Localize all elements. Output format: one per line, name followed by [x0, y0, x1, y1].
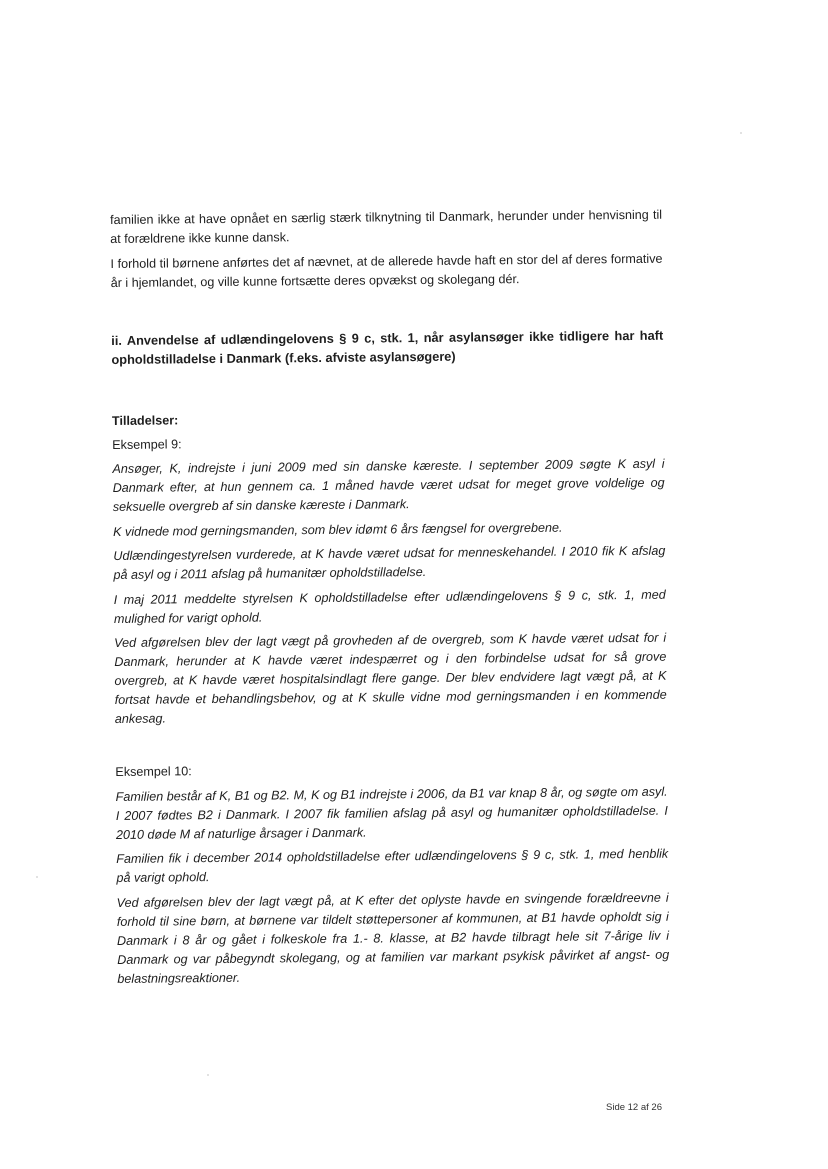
example-9-paragraph-5: Ved afgørelsen blev der lagt vægt på grovheden af de overgreb, som K havde været udsat for i Danmark, herunder at K havde været indespærret og i den forbindelse udsat for så grove overgreb, at K havde været hospitalsindlagt flere gange. Der blev endvidere lagt vægt på, at K fortsat havde et behandlingsbehov, og at K skulle vidne mod gerningsmanden i en kommende ankesag. — [114, 630, 667, 726]
scan-speck — [207, 1074, 209, 1076]
intro-paragraph-1: familien ikke at have opnået en særlig stærk tilknytning til Danmark, herunder under henvisning til at forældrene ikke kunne dansk. — [110, 207, 663, 246]
scan-speck — [740, 132, 742, 134]
example-9-paragraph-1: Ansøger, K, indrejste i juni 2009 med sin danske kæreste. I september 2009 søgte K asyl i Danmark efter, at hun gennem ca. 1 måned havde været udsat for meget grove voldelige og seksuelle overgreb af sin danske kæreste i Danmark. — [112, 456, 665, 514]
page-body — [110, 206, 669, 994]
example-9 — [112, 430, 667, 729]
example-10 — [115, 758, 669, 989]
example-9-label: Eksempel 9: — [112, 436, 182, 452]
example-9-paragraph-2: K vidnede mod gerningsmanden, som blev idømt 6 års fængsel for overgrebene. — [113, 520, 563, 539]
example-9-paragraph-3: Udlændingestyrelsen vurderede, at K havde været udsat for menneskehandel. I 2010 fik K afslag på asyl og i 2011 afslag på humanitær opholdstilladelse. — [113, 543, 666, 582]
example-9-paragraph-4: I maj 2011 meddelte styrelsen K opholdstilladelse efter udlændingelovens § 9 c, stk. 1, med mulighed for varigt ophold. — [113, 587, 666, 626]
intro-paragraph-2: I forhold til børnene anførtes det af nævnet, at de allerede havde haft en stor del af deres formative år i hjemlandet, og ville kunne fortsætte deres opvækst og skolegang dér. — [110, 251, 663, 290]
example-10-paragraph-3: Ved afgørelsen blev der lagt vægt på, at K efter det oplyste havde en svingende forældreevne i forhold til sine børn, at børnene var tildelt støttepersoner af kommunen, at B1 havde opholdt sig i Danmark i 8 år og gået i folkeskole fra 1.- 8. klasse, at B2 havde tilbragt hele sit 7-årige liv i Danmark og var påbegyndt skolegang, og at familien var markant psykisk påvirket af angst- og belastningsreaktioner. — [116, 890, 670, 986]
example-10-paragraph-1: Familien består af K, B1 og B2. M, K og B1 indrejste i 2006, da B1 var knap 8 år, og søgte om asyl. I 2007 fødtes B2 i Danmark. I 2007 fik familien afslag på asyl og humanitær opholdstilladelse. I 2010 døde M af naturlige årsager i Danmark. — [115, 784, 668, 842]
example-10-paragraph-2: Familien fik i december 2014 opholdstilladelse efter udlændingelovens § 9 c, stk. 1, med henblik på varigt ophold. — [116, 846, 669, 885]
example-10-label: Eksempel 10: — [115, 764, 192, 779]
section-heading: ii. Anvendelse af udlændingelovens § 9 c, stk. 1, når asylansøger ikke tidligere har haft opholdstilladelse i Danmark (f.eks. afviste asylansøgere) — [111, 327, 664, 367]
section-subheading: Tilladelser: — [111, 412, 179, 428]
page-number: Side 12 af 26 — [606, 1102, 662, 1113]
scan-speck — [36, 876, 38, 878]
